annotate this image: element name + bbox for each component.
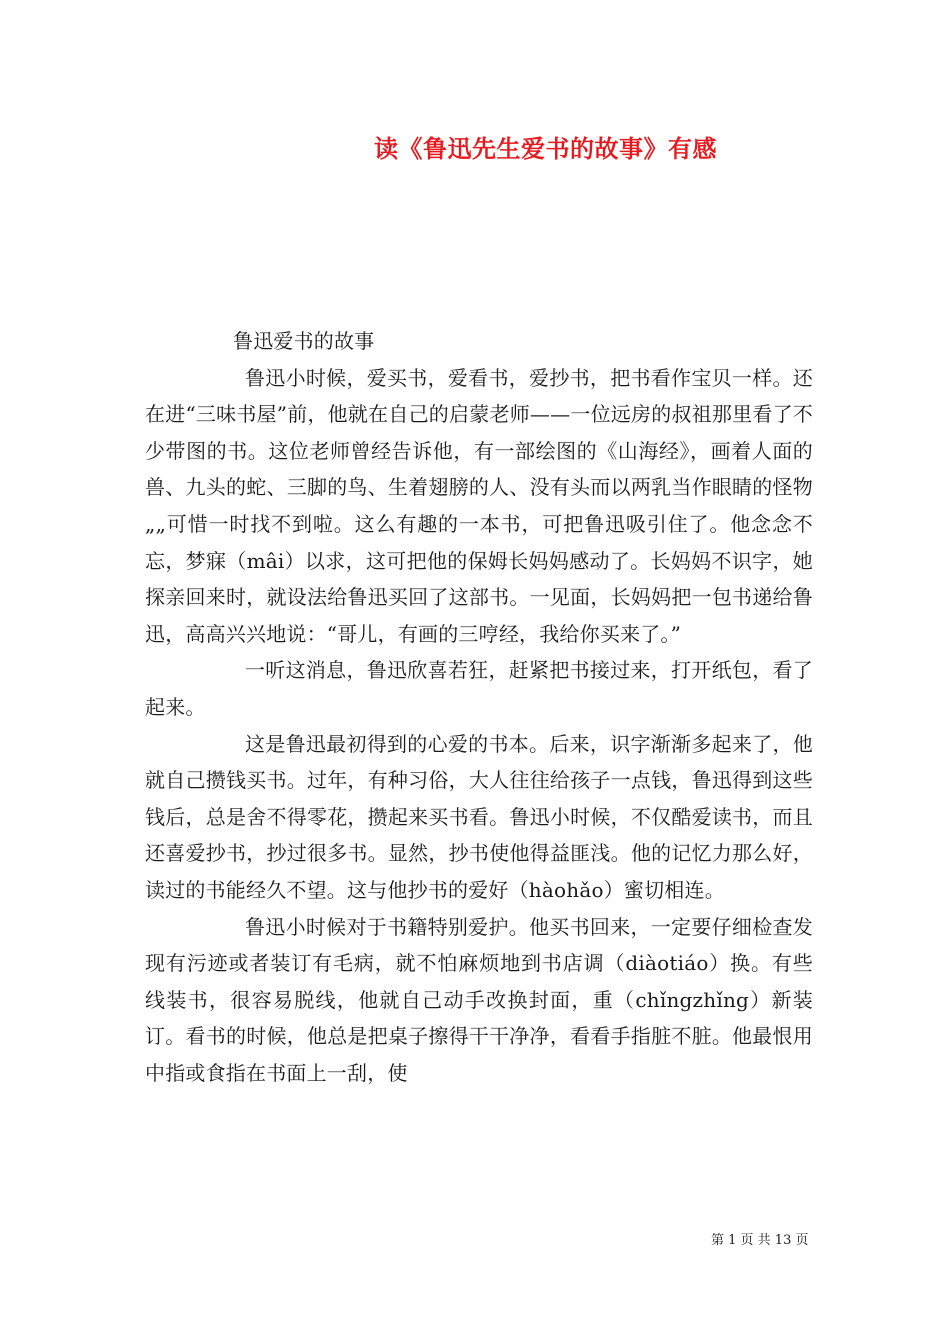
paragraph-2: 一听这消息，鲁迅欣喜若狂，赶紧把书接过来，打开纸包，看了起来。 <box>145 658 813 719</box>
section-subheading: 鲁迅爱书的故事 <box>233 329 375 353</box>
paragraph-4: 鲁迅小时候对于书籍特别爱护。他买书回来，一定要仔细检查发现有污迹或者装订有毛病，就不怕麻烦地到书店调（diàotiáo）换。有些线装书，很容易脱线，他就自己动手改换封面，重（chǐngzhǐng）新装订。看书的时候，他总是把桌子擦得干干净净，看看手指脏不脏。他最恨用中指或食指在书面上一刮，使 <box>145 914 813 1085</box>
paragraph-3: 这是鲁迅最初得到的心爱的书本。后来，识字渐渐多起来了，他就自己攒钱买书。过年，有种习俗，大人往往给孩子一点钱，鲁迅得到这些钱后，总是舍不得零花，攒起来买书看。鲁迅小时候，不仅酷爱读书，而且还喜爱抄书，抄过很多书。显然，抄书使他得益匪浅。他的记忆力那么好，读过的书能经久不望。这与他抄书的爱好（hàohǎo）蜜切相连。 <box>145 731 813 902</box>
document-title: 读《鲁迅先生爱书的故事》有感 <box>374 134 717 163</box>
page-number-footer: 第 1 页 共 13 页 <box>711 1233 809 1248</box>
document-body <box>145 323 813 1091</box>
paragraph-1: 鲁迅小时候，爱买书，爱看书，爱抄书，把书看作宝贝一样。还在进“三味书屋”前，他就在自己的启蒙老师——一位远房的叔祖那里看了不少带图的书。这位老师曾经告诉他，有一部绘图的《山海经》，画着人面的兽、九头的蛇、三脚的鸟、生着翅膀的人、没有头而以两乳当作眼睛的怪物„„可惜一时找不到啦。这么有趣的一本书，可把鲁迅吸引住了。他念念不忘，梦寐（mâi）以求，这可把他的保姆长妈妈感动了。长妈妈不识字，她探亲回来时，就设法给鲁迅买回了这部书。一见面，长妈妈把一包书递给鲁迅，高高兴兴地说：“哥儿，有画的三哼经，我给你买来了。” <box>145 365 813 646</box>
